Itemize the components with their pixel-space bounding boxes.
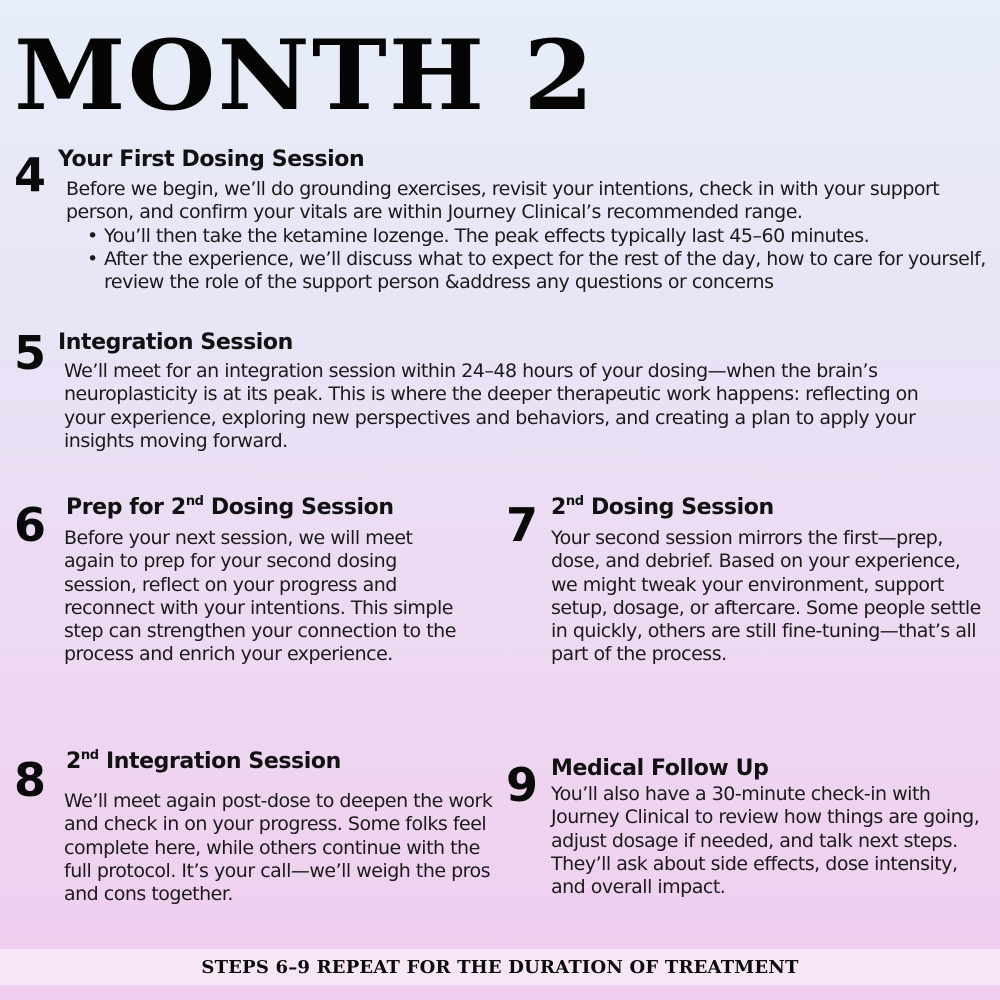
step-number: 8 (14, 753, 47, 807)
step-number: 7 (506, 498, 539, 552)
footer-banner (0, 949, 1000, 985)
heading-text: 2 (66, 749, 81, 774)
step-number: 5 (14, 326, 47, 380)
footer-banner-text: STEPS 6–9 REPEAT FOR THE DURATION OF TREATMENT (201, 956, 799, 978)
step-paragraph: Before we begin, we’ll do grounding exercises, revisit your intentions, check in with your support person, and confirm your vitals are within Journey Clinical’s recommended range. (66, 178, 940, 224)
step-number: 9 (506, 758, 539, 812)
page-title: MONTH 2 (14, 19, 596, 132)
step-body: We’ll meet for an integration session within 24–48 hours of your dosing—when the brain’s neuroplasticity is at its peak. This is where the deeper therapeutic work happens: reflecting on your experience, exploring new perspectives and behaviors, and creating a plan to apply your insights moving forward. (64, 360, 919, 452)
heading-superscript: nd (565, 494, 584, 509)
heading-text: Prep for 2 (66, 495, 186, 520)
step-heading: Your First Dosing Session (58, 147, 365, 172)
heading-text: Dosing Session (583, 495, 774, 520)
heading-text: 2 (551, 495, 566, 520)
bullet-item: • After the experience, we’ll discuss what to expect for the rest of the day, how to care for yourself, review the role of the support person &address any questions or concerns (104, 248, 986, 295)
heading-superscript: nd (185, 494, 204, 509)
step-body: We’ll meet again post-dose to deepen the work and check in on your progress. Some folks feel complete here, while others continue with the full protocol. It’s your call—we’ll weigh the pros and cons together. (64, 790, 493, 906)
step-heading: Integration Session (58, 330, 293, 355)
step-heading (66, 749, 341, 775)
heading-text: Dosing Session (203, 495, 394, 520)
step-body: You’ll also have a 30-minute check-in with Journey Clinical to review how things are going, adjust dosage if needed, and talk next steps. They’ll ask about side effects, dose intensity, and overall impact. (551, 783, 980, 899)
step-bullet-list (66, 225, 986, 295)
step-body: Before your next session, we will meet again to prep for your second dosing session, reflect on your progress and reconnect with your intentions. This simple step can strengthen your connection to the process and enrich your experience. (64, 527, 456, 666)
heading-text: Integration Session (98, 749, 341, 774)
step-number: 4 (14, 148, 47, 202)
heading-superscript: nd (80, 748, 99, 763)
step-body: Your second session mirrors the first—prep, dose, and debrief. Based on your experience, we might tweak your environment, support setup, dosage, or aftercare. Some people settle in quickly, others are still fine-tuning—that’s all part of the process. (551, 527, 981, 666)
step-heading: Medical Follow Up (551, 756, 769, 781)
step-number: 6 (14, 498, 47, 552)
step-body (66, 178, 986, 294)
step-heading (551, 495, 774, 521)
step-heading (66, 495, 394, 521)
bullet-item: • You’ll then take the ketamine lozenge. The peak effects typically last 45–60 minutes. (104, 225, 986, 248)
